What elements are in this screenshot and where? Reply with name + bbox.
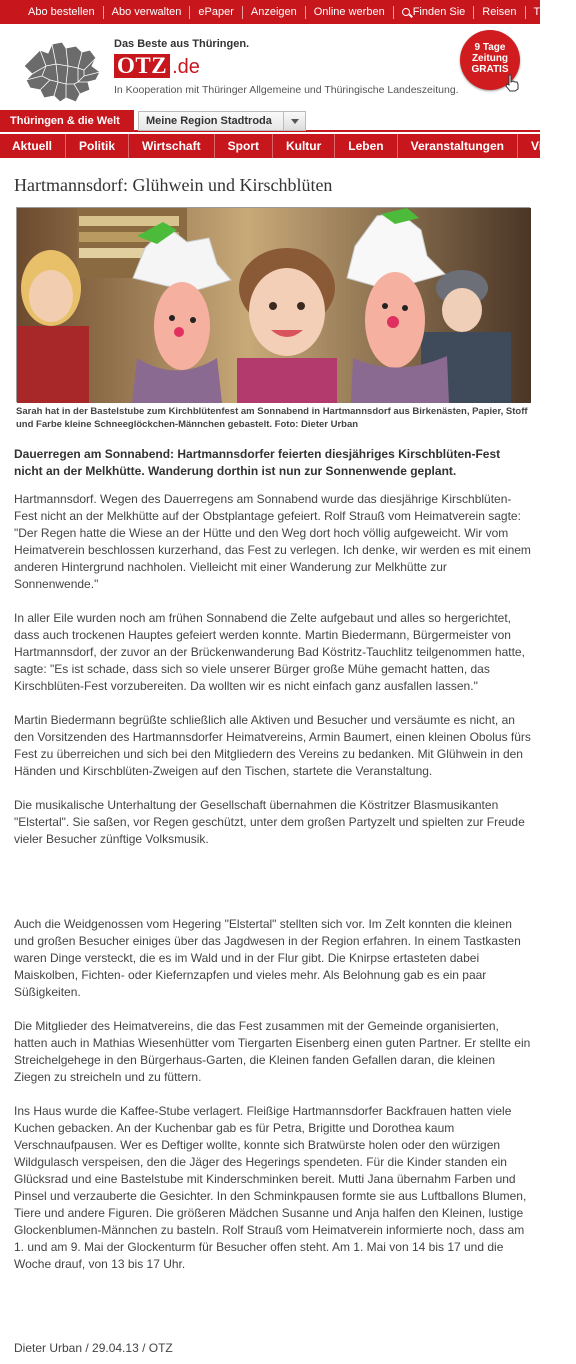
chevron-down-icon[interactable]: [283, 112, 305, 130]
article-paragraph: Hartmannsdorf. Wegen des Dauerregens am Sonnabend wurde das diesjährige Kirschblüten-Fest nicht an der Melkhütte auf der Obstplantage gefeiert. Rolf Strauß vom Heimatverein sagte: "Der Regen hatte die Wiese an der Hütte und den Weg dort hoch völlig aufgeweicht. Wir vom Heimatverein beschlossen kurzerhand, das Fest zu verlegen. Ich denke, wir werden es mit einem anderen Hintergrund nachholen. Vielleicht mit einer Wanderung zur Melkhütte zur Sonnenwende.": [14, 492, 531, 591]
nav-item-leben[interactable]: Leben: [334, 134, 396, 158]
article-paragraph: Auch die Weidgenossen vom Hegering "Elstertal" stellten sich vor. Im Zelt konnten die kleinen und großen Besucher einiges über das Jagdwesen in der Region erfahren. In einem Tastkasten waren Dinge versteckt, die es im Wald und in der Flur gibt. Die Knirpse ertasteten dabei Maiskolben, Fichten- oder Kiefernzapfen und vieles mehr. Als Belohnung gab es ein paar Süßigkeiten.: [14, 917, 521, 999]
badge-line-3: GRATIS: [471, 64, 509, 75]
article-photo[interactable]: [16, 207, 530, 402]
nav-item-aktuell[interactable]: Aktuell: [12, 139, 53, 153]
nav-item-politik[interactable]: Politik: [65, 134, 128, 158]
site-tagline: Das Beste aus Thüringen.: [114, 38, 250, 50]
logo-main-text: OTZ: [114, 54, 170, 78]
service-link-tickets[interactable]: Tickets: [525, 6, 576, 19]
region-select[interactable]: [138, 111, 306, 131]
service-nav: [0, 0, 568, 24]
main-nav: [0, 134, 564, 158]
article-paragraph: In aller Eile wurden noch am frühen Sonnabend die Zelte aufgebaut und alles so hergerichtet, dass auch trockenen Hauptes gefeiert werden konnte. Martin Biedermann, Bürgermeister von Hartmannsdorf, der zuvor an der Brückenwanderung Bad Köstritz-Tauchlitz teilgenommen hatte, sagte: "Es ist schade, dass sich so viele unserer Bürger große Mühe gemacht hatten, das Kirschblüten-Fest vorzubereiten. Da wollten wir es nicht einfach ganz ausfallen lassen.": [14, 611, 525, 693]
logo-suffix-text: .de: [172, 56, 200, 78]
search-icon: [402, 8, 410, 16]
service-link-online-werben[interactable]: Online werben: [305, 6, 393, 19]
service-link-finden-sie[interactable]: [393, 6, 474, 19]
nav-item-wirtschaft[interactable]: Wirtschaft: [128, 134, 214, 158]
region-select-value: Meine Region Stadtroda: [146, 115, 272, 127]
article-paragraph: Die musikalische Unterhaltung der Gesellschaft übernahmen die Köstritzer Blasmusikanten "Elstertal". Sie saßen, vor Regen geschützt, unter dem großen Partyzelt und spielten zur Freude vieler Besucher zünftige Volksmusik.: [14, 798, 525, 846]
cooperation-note: In Kooperation mit Thüringer Allgemeine und Thüringische Landeszeitung.: [114, 84, 459, 96]
nav-item-kultur[interactable]: Kultur: [272, 134, 334, 158]
article-lead: Dauerregen am Sonnabend: Hartmannsdorfer feierten diesjähriges Kirschblüten-Fest nicht an der Melkhütte. Wanderung dorthin ist nun zur Sonnenwende geplant.: [14, 447, 501, 478]
article-byline: Dieter Urban / 29.04.13 / OTZ: [14, 1341, 173, 1355]
article-headline: Hartmannsdorf: Glühwein und Kirschblüten: [14, 175, 333, 195]
service-link-anzeigen[interactable]: Anzeigen: [242, 6, 305, 19]
badge-line-1: 9 Tage: [474, 42, 506, 53]
service-link-abo-bestellen[interactable]: Abo bestellen: [28, 5, 95, 18]
otz-logo[interactable]: [114, 54, 200, 78]
article-photo-illustration: [17, 208, 531, 403]
nav-item-veranstaltungen[interactable]: Veranstaltungen: [397, 134, 517, 158]
hand-cursor-icon: [504, 74, 520, 92]
service-link-epaper[interactable]: ePaper: [189, 6, 241, 19]
tab-thueringen-und-die-welt[interactable]: Thüringen & die Welt: [0, 110, 134, 132]
article-paragraph: Ins Haus wurde die Kaffee-Stube verlagert. Fleißige Hartmannsdorfer Backfrauen hatten viele Kuchen gebacken. An der Kuchenbar gab es für Petra, Brigitte und Dorothea kaum Verschnaufpausen. Wer es Deftiger wollte, konnte sich Bratwürste holen oder den würzigen Wildgulasch verspeisen, den die Jäger des Hegerings spendeten. Für die Kinder standen ein Glücksrad und eine Bastelstube mit Kinderschminken bereit. Mutti Jana übernahm Farben und Pinsel und verzauberte die Gesichter. In den Schminkpausen formte sie aus Luftballons Blumen, Tiere und andere Figuren. Die größeren Mädchen Susanne und Anja halfen den Kleinen, lustige Glockenblumen-Männchen zu basteln. Rolf Strauß vom Heimatverein informierte noch, dass am 1. und am 9. Mai der Glockenturm für Besucher offen steht. Am 1. Mai von 14 bis 17 und die Woche drauf, von 13 bis 17 Uhr.: [14, 1104, 527, 1271]
article-body: [14, 491, 532, 1290]
service-link-finden-sie-label: Finden Sie: [412, 5, 466, 18]
photo-caption: Sarah hat in der Bastelstube zum Kirchblütenfest am Sonnabend in Hartmannsdorf aus Birkenästen, Papier, Stoff und Farbe kleine Schneeglöckchen-Männchen gebastelt. Foto: Dieter Urban: [16, 406, 528, 430]
article-paragraph: Die Mitglieder des Heimatvereins, die das Fest zusammen mit der Gemeinde organisierten, hatten auch in Mathias Wiesenhütter vom Tiergarten Eisenberg einen guten Partner. Er stellte ein Streichelgehege in den Bürgerhaus-Garten, die Kleinen fanden Gefallen daran, die kleinen Ziegen zu streicheln und zu füttern.: [14, 1019, 531, 1084]
nav-item-sport[interactable]: Sport: [214, 134, 272, 158]
article-paragraph: Martin Biedermann begrüßte schließlich alle Aktiven und Besucher und versäumte es nicht, an den Vorsitzenden des Hartmannsdorfer Heimatvereins, Armin Baumert, einen kleinen Obolus fürs Fest zu überreichen und sich bei den Mitgliedern des Vereins zu bedanken. Mit Glühwein in den Händen und Kirschblüten-Zweigen auf den Tischen, startete die Veranstaltung.: [14, 713, 531, 778]
thueringen-map-icon[interactable]: [18, 36, 104, 106]
site-header: [0, 24, 540, 110]
badge-line-2: Zeitung: [471, 53, 509, 64]
region-bar: [0, 110, 540, 132]
service-link-reisen[interactable]: Reisen: [473, 6, 524, 19]
service-link-abo-verwalten[interactable]: Abo verwalten: [103, 6, 190, 19]
nav-item-video[interactable]: Video: [517, 134, 576, 158]
